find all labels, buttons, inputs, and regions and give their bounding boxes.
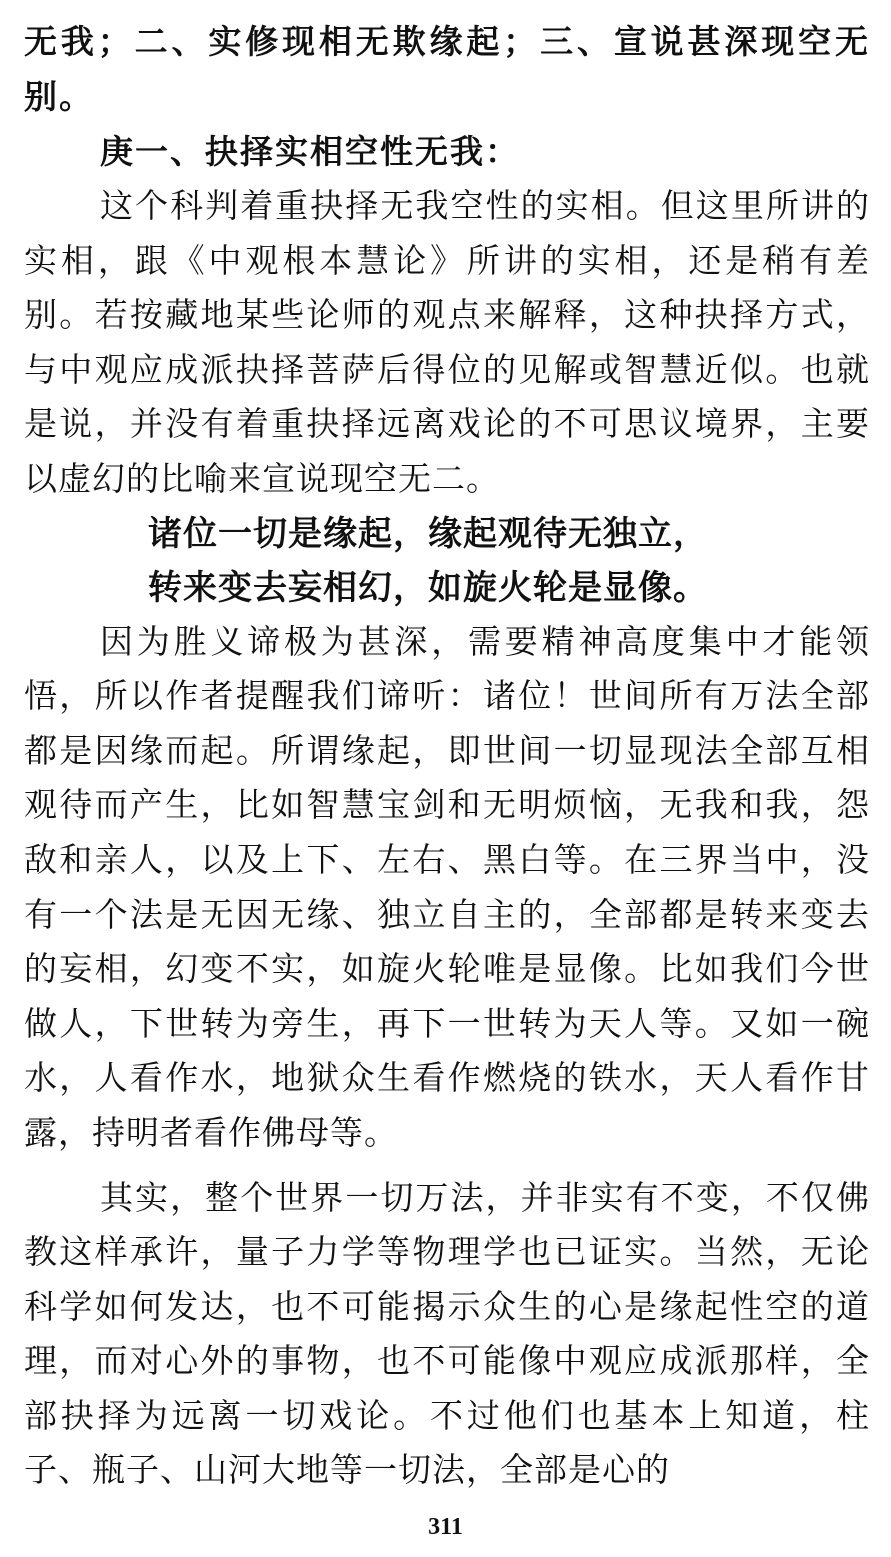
paragraph-gap (24, 1161, 870, 1171)
page-body (24, 14, 870, 1498)
verse-line-2: 转来变去妄相幻，如旋火轮是显像。 (148, 567, 708, 608)
verse-line-1: 诸位一切是缘起，缘起观待无独立， (148, 513, 708, 554)
page-number: 311 (428, 1514, 463, 1540)
paragraph-1: 这个科判着重抉择无我空性的实相。但这里所讲的实相，跟《中观根本慧论》所讲的实相，还是稍有差别。若按藏地某些论师的观点来解释，这种抉择方式，与中观应成派抉择菩萨后得位的见解或智慧近似。也就是说，并没有着重抉择远离戏论的不可思议境界，主要以虚幻的比喻来宣说现空无二。 (24, 186, 870, 498)
section-heading: 庚一、抉择实相空性无我： (100, 132, 520, 171)
paragraph-3: 其实，整个世界一切万法，并非实有不变，不仅佛教这样承许，量子力学等物理学也已证实。当然，无论科学如何发达，也不可能揭示众生的心是缘起性空的道理，而对心外的事物，也不可能像中观应成派那样，全部抉择为远离一切戏论。不过他们也基本上知道，柱子、瓶子、山河大地等一切法，全部是心的 (24, 1177, 870, 1490)
heading-continuation: 无我；二、实修现相无欺缘起；三、宣说甚深现空无别。 (24, 22, 870, 116)
paragraph-2: 因为胜义谛极为甚深，需要精神高度集中才能领悟，所以作者提醒我们谛听：诸位！世间所有万法全部都是因缘而起。所谓缘起，即世间一切显现法全部互相观待而产生，比如智慧宝剑和无明烦恼，无我和我，怨敌和亲人，以及上下、左右、黑白等。在三界当中，没有一个法是无因无缘、独立自主的，全部都是转来变去的妄相，幻变不实，如旋火轮唯是显像。比如我们今世做人，下世转为旁生，再下一世转为天人等。又如一碗水，人看作水，地狱众生看作燃烧的铁水，天人看作甘露，持明者看作佛母等。 (24, 621, 870, 1152)
